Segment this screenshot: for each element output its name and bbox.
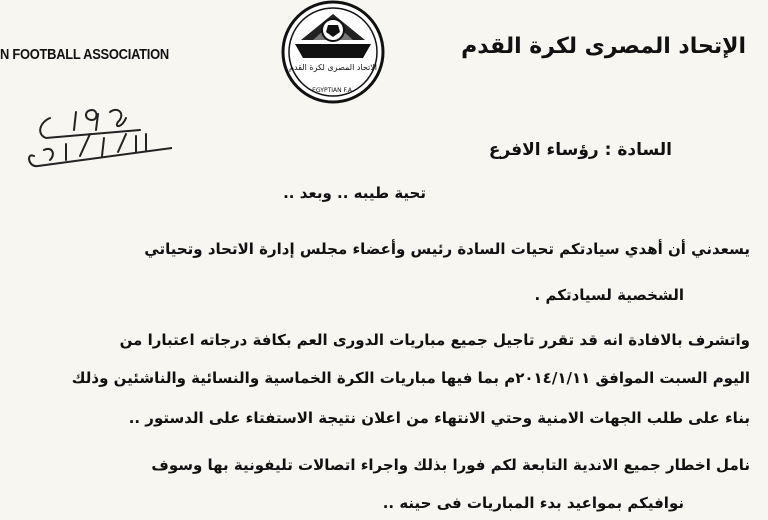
body-line: يسعدني أن أهدي سيادتكم تحيات السادة رئيس وأعضاء مجلس إدارة الاتحاد وتحياتي [144, 240, 750, 258]
logo-arabic-text: الاتحاد المصرى لكرة القدم [288, 63, 378, 72]
efa-logo [281, 0, 385, 104]
body-line: نامل اخطار جميع الاندية التابعة لكم فورا بذلك واجراء اتصالات تليفونية بها وسوف [151, 456, 750, 474]
logo-english-text: EGYPTIAN F.A. [312, 87, 354, 94]
addressee: السادة : رؤساء الافرع [488, 140, 672, 160]
greeting: تحية طيبه .. وبعد .. [283, 184, 426, 202]
body-line: واتشرف بالافادة انه قد تقرر تاجيل جميع مباريات الدورى العم بكافة درجاته اعتبارا من [119, 331, 750, 349]
body-line: بناء على طلب الجهات الامنية وحتي الانتهاء من اعلان نتيجة الاستفتاء على الدستور .. [128, 409, 750, 427]
handwritten-reference [22, 104, 172, 184]
body-line: اليوم السبت الموافق ٢٠١٤/١/١١م بما فيها مباريات الكرة الخماسية والنسائية والناشئين وذلك [71, 369, 750, 387]
english-association-name: N FOOTBALL ASSOCIATION [0, 46, 169, 63]
body-line: نوافيكم بمواعيد بدء المباريات فى حينه .. [382, 494, 684, 512]
arabic-association-name: الإتحاد المصرى لكرة القدم [461, 34, 746, 59]
body-line: الشخصية لسيادتكم . [534, 286, 684, 304]
